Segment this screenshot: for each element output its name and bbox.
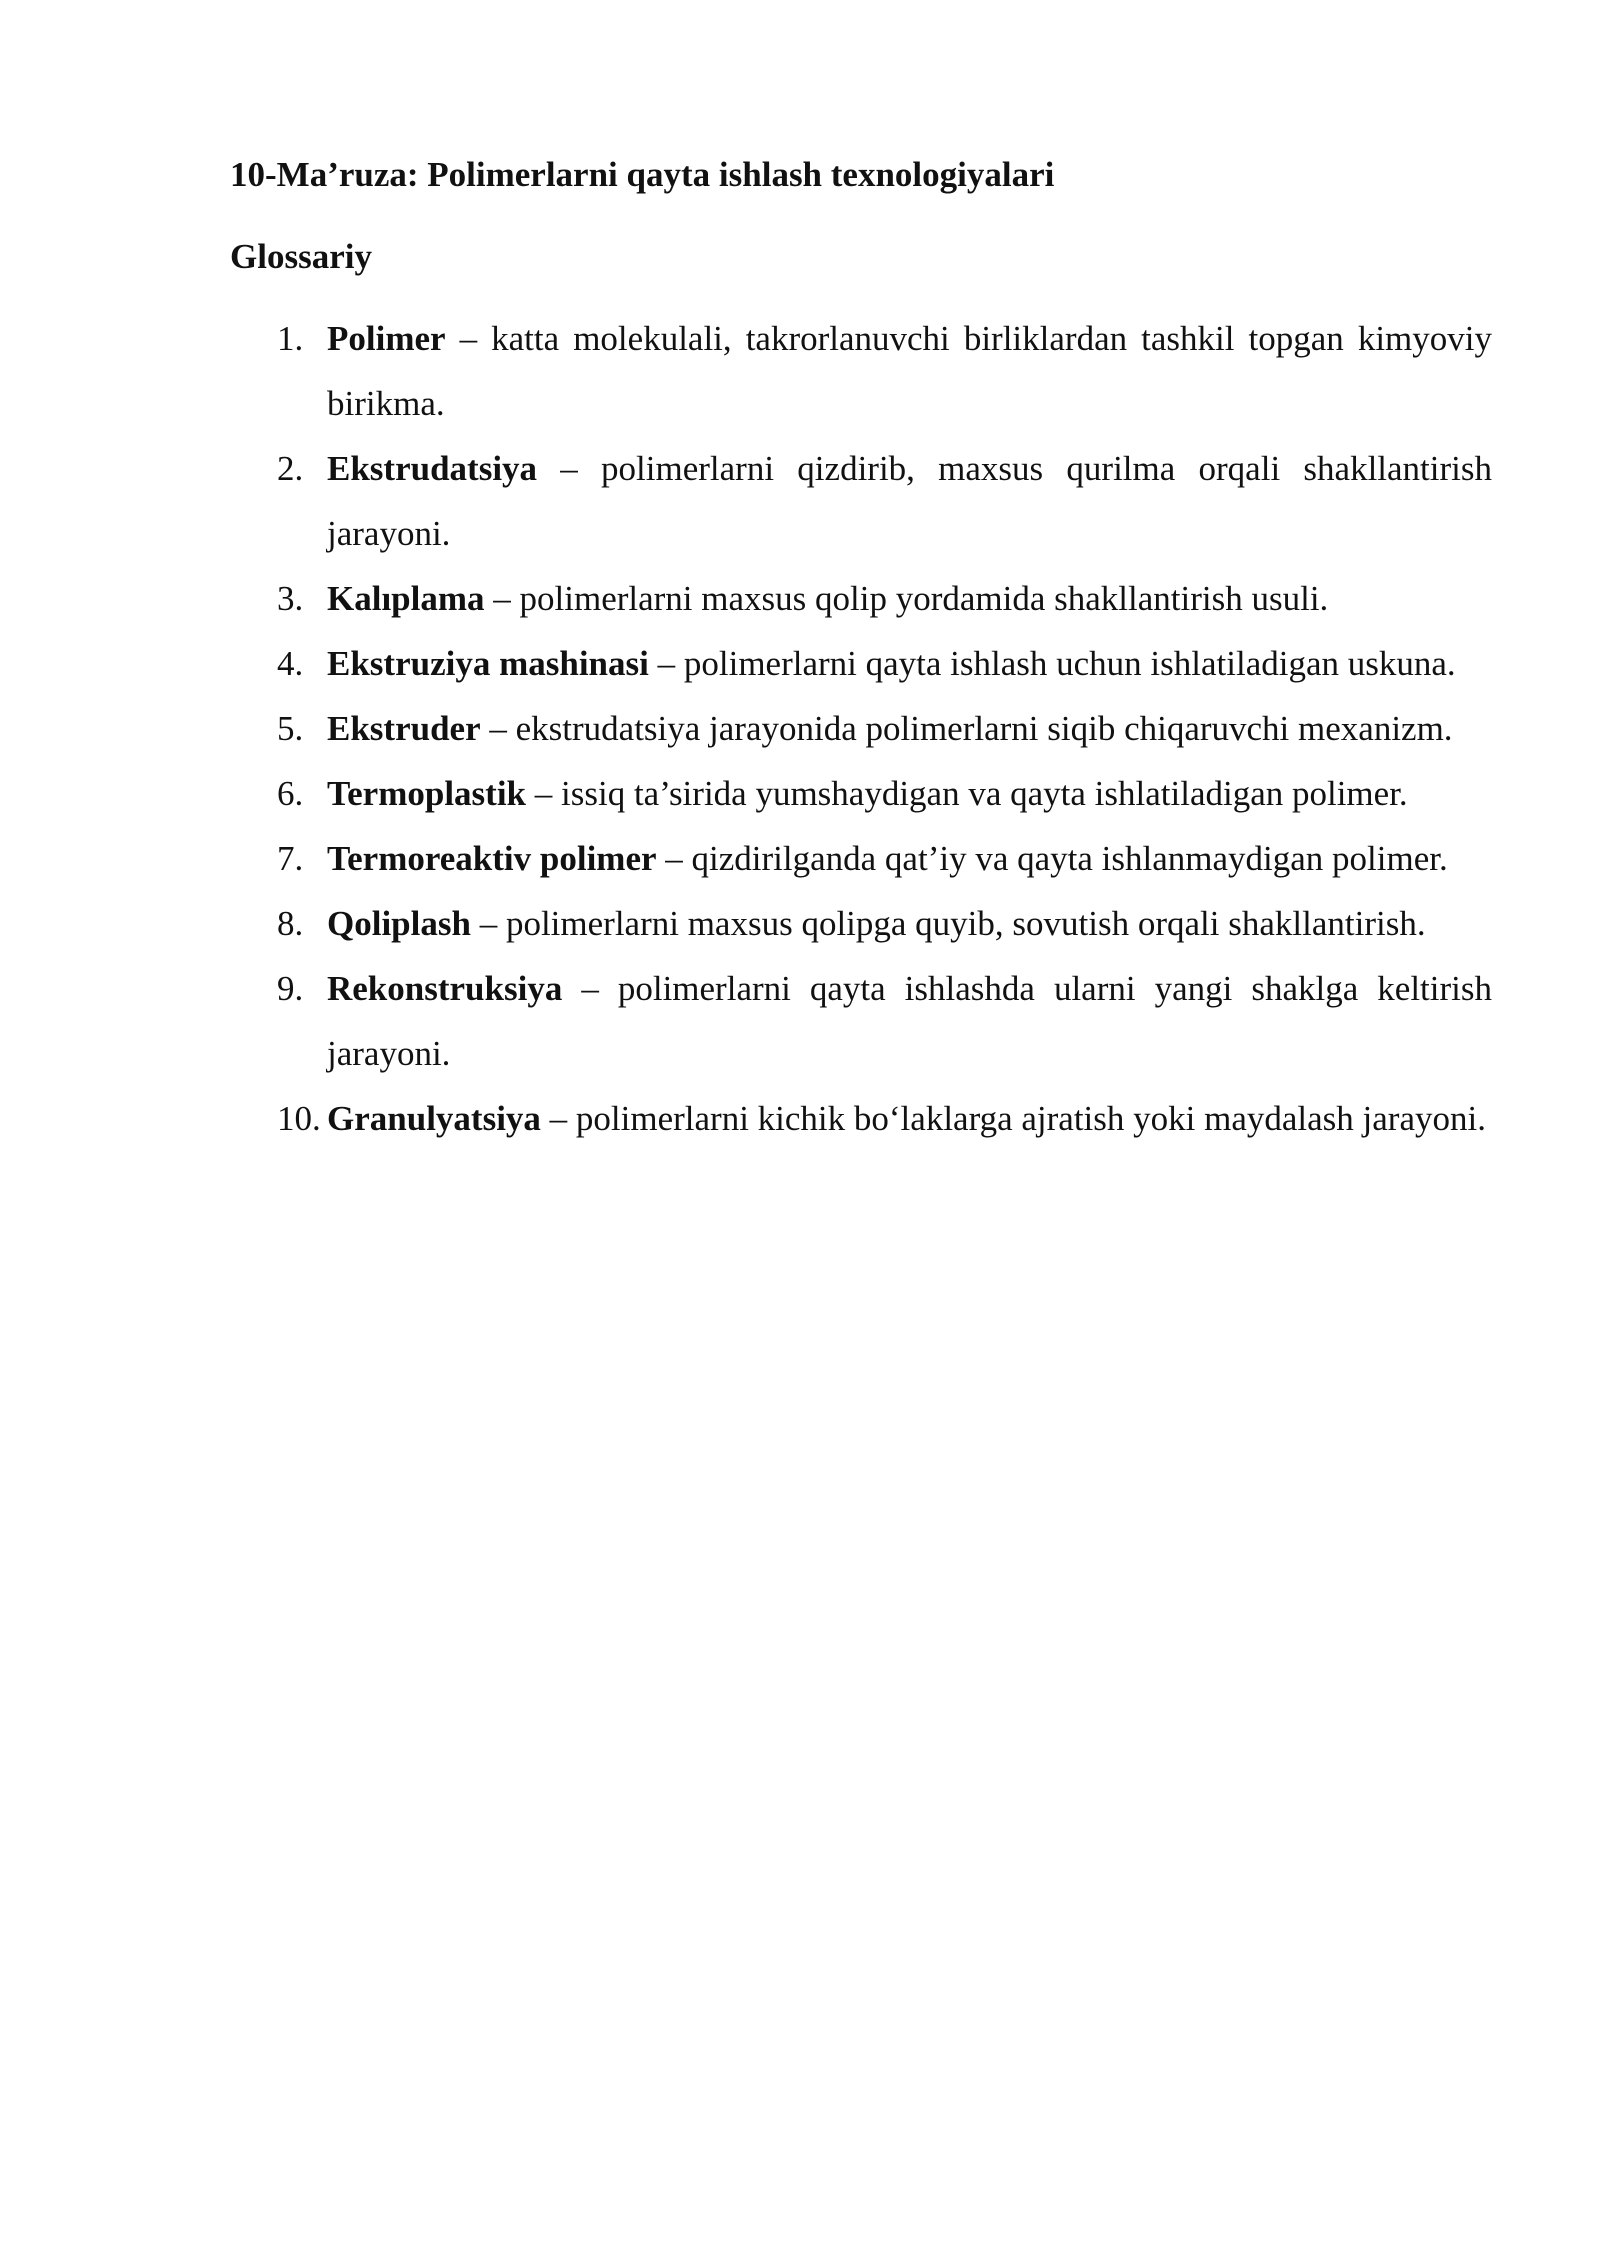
- glossary-term: Polimer: [327, 319, 446, 358]
- glossary-item: [230, 891, 1492, 956]
- glossary-definition: – polimerlarni qayta ishlashda ularni yangi shaklga keltirish jarayoni.: [327, 969, 1492, 1073]
- glossary-term: Rekonstruksiya: [327, 969, 563, 1008]
- item-number: 5.: [277, 709, 304, 748]
- glossary-term: Ekstruziya mashinasi: [327, 644, 649, 683]
- glossary-item: [230, 436, 1492, 566]
- glossary-term: Qoliplash: [327, 904, 471, 943]
- glossary-term: Termoplastik: [327, 774, 527, 813]
- glossary-item: [230, 826, 1492, 891]
- glossary-item: [230, 566, 1492, 631]
- glossary-definition: – katta molekulali, takrorlanuvchi birliklardan tashkil topgan kimyoviy birikma.: [327, 319, 1492, 423]
- glossary-definition: – polimerlarni qayta ishlash uchun ishlatiladigan uskuna.: [648, 644, 1456, 683]
- glossary-term: Kalıplama: [327, 579, 485, 618]
- glossary-item: [230, 306, 1492, 436]
- glossary-definition: – polimerlarni maxsus qolip yordamida shakllantirish usuli.: [484, 579, 1329, 618]
- glossary-item: [230, 1086, 1492, 1151]
- item-number: 10.: [277, 1099, 321, 1138]
- glossary-term: Granulyatsiya: [327, 1099, 541, 1138]
- item-number: 3.: [277, 579, 304, 618]
- glossary-item: [230, 956, 1492, 1086]
- glossary-term: Ekstrudatsiya: [327, 449, 538, 488]
- item-number: 7.: [277, 839, 304, 878]
- glossary-item: [230, 696, 1492, 761]
- glossary-list: [230, 306, 1492, 1151]
- glossary-item: [230, 631, 1492, 696]
- glossary-definition: – polimerlarni kichik bo‘laklarga ajratish yoki maydalash jarayoni.: [540, 1099, 1486, 1138]
- item-number: 9.: [277, 969, 304, 1008]
- item-number: 8.: [277, 904, 304, 943]
- item-number: 2.: [277, 449, 304, 488]
- glossary-definition: – issiq ta’sirida yumshaydigan va qayta ishlatiladigan polimer.: [526, 774, 1408, 813]
- item-number: 1.: [277, 319, 304, 358]
- item-number: 4.: [277, 644, 304, 683]
- glossary-definition: – polimerlarni maxsus qolipga quyib, sovutish orqali shakllantirish.: [470, 904, 1426, 943]
- section-heading: Glossariy: [230, 237, 372, 276]
- glossary-definition: – polimerlarni qizdirib, maxsus qurilma orqali shakllantirish jarayoni.: [327, 449, 1492, 553]
- glossary-definition: – qizdirilganda qat’iy va qayta ishlanmaydigan polimer.: [656, 839, 1448, 878]
- glossary-term: Termoreaktiv polimer: [327, 839, 657, 878]
- glossary-definition: – ekstrudatsiya jarayonida polimerlarni siqib chiqaruvchi mexanizm.: [480, 709, 1453, 748]
- page-title: 10-Ma’ruza: Polimerlarni qayta ishlash texnologiyalari: [230, 155, 1055, 194]
- item-number: 6.: [277, 774, 304, 813]
- glossary-item: [230, 761, 1492, 826]
- glossary-term: Ekstruder: [327, 709, 481, 748]
